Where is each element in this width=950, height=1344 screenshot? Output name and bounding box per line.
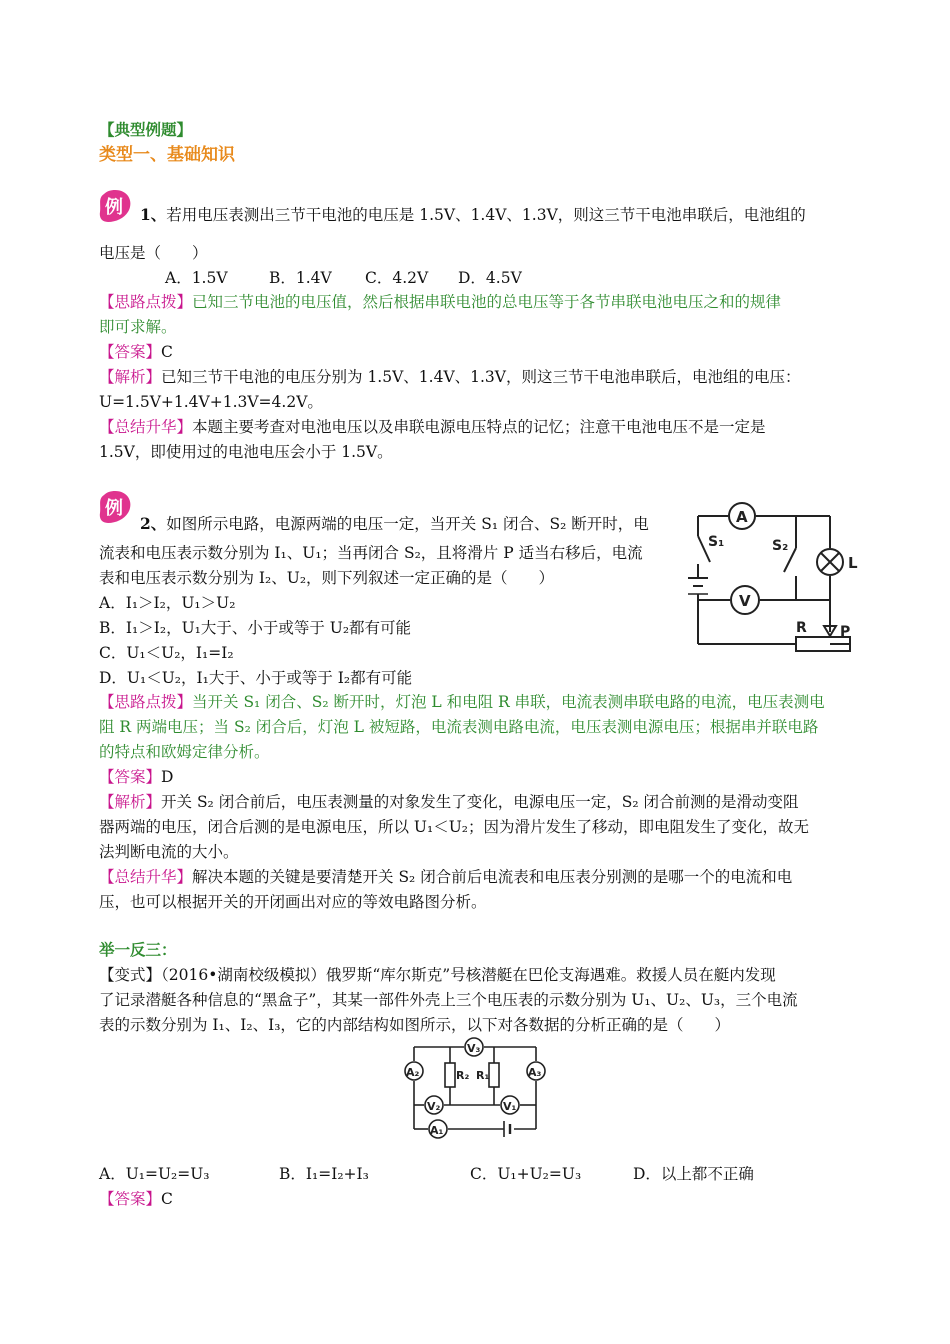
ex1-option-a[interactable]: A．1.5V (165, 269, 228, 287)
variant-option-a[interactable]: A．U₁=U₂=U₃ (99, 1165, 210, 1183)
switch2-label: S₂ (772, 538, 789, 554)
v3-label: V₃ (467, 1042, 481, 1055)
ex1-hint-label: 【思路点拨】 (99, 293, 193, 311)
ex1-stem-line2: 电压是（ ） (99, 244, 208, 262)
badge-label: 例 (105, 197, 123, 218)
ex2-analysis-line2: 器两端的电压，闭合后测的是电源电压，所以 U₁＜U₂；因为滑片发生了移动，即电阻发生了变化，故无 (99, 818, 809, 836)
ex1-analysis-line2: U=1.5V+1.4V+1.3V=4.2V。 (99, 393, 323, 411)
ex1-answer-label: 【答案】 (99, 343, 162, 361)
a1-label: A₁ (430, 1124, 444, 1137)
variant-label: 【变式】 (99, 966, 162, 984)
variant-option-b[interactable]: B．I₁=I₂+I₃ (279, 1165, 369, 1183)
ex2-circuit-diagram (684, 500, 864, 660)
variant-line1 (99, 963, 776, 987)
ex2-hint-label: 【思路点拨】 (99, 693, 193, 711)
ex2-option-c[interactable]: C．U₁＜U₂，I₁=I₂ (99, 644, 234, 662)
example-badge-icon (96, 489, 134, 525)
ex2-option-d[interactable]: D．U₁＜U₂，I₁大于、小于或等于 I₂都有可能 (99, 669, 413, 687)
ex2-answer-value: D (161, 768, 174, 786)
lamp-label: L (848, 554, 858, 572)
ex1-analysis-line1 (99, 365, 800, 389)
ex2-hint-line3: 的特点和欧姆定律分析。 (99, 743, 270, 761)
ex2-summary-line1 (99, 865, 792, 889)
ex2-stem-text1: 如图所示电路，电源两端的电压一定，当开关 S₁ 闭合、S₂ 断开时，电 (166, 515, 649, 533)
ex2-analysis-text1: 开关 S₂ 闭合前后，电压表测量的对象发生了变化，电源电压一定，S₂ 闭合前测的是滑动变阻 (161, 793, 799, 811)
ex1-analysis-label: 【解析】 (99, 368, 162, 386)
section-header: 【典型例题】 (99, 120, 193, 139)
ex1-answer-value: C (161, 343, 173, 361)
variant-circuit-diagram (402, 1035, 550, 1143)
ex1-summary-text1: 本题主要考查对电池电压以及串联电源电压特点的记忆；注意干电池电压不是一定是 (192, 418, 766, 436)
variant-answer (99, 1187, 173, 1211)
ex1-hint-line2: 即可求解。 (99, 318, 177, 336)
variant-option-c[interactable]: C．U₁+U₂=U₃ (470, 1165, 582, 1183)
ex2-analysis-label: 【解析】 (99, 793, 162, 811)
ex1-option-c[interactable]: C．4.2V (365, 269, 429, 287)
slider-label: P (840, 624, 851, 640)
ex2-stem-line2: 流表和电压表示数分别为 I₁、U₁；当再闭合 S₂，且将滑片 P 适当右移后，电流 (99, 544, 643, 562)
r1-label: R₁ (476, 1069, 490, 1082)
ex2-summary-text1: 解决本题的关键是要清楚开关 S₂ 闭合前后电流表和电压表分别测的是哪一个的电流和电 (192, 868, 793, 886)
type-title: 类型一、基础知识 (99, 145, 235, 165)
badge-label: 例 (105, 498, 123, 519)
ex2-analysis-line3: 法判断电流的大小。 (99, 843, 239, 861)
v2-label: V₂ (427, 1100, 441, 1113)
voltmeter-label: V (739, 592, 751, 610)
ex2-stem-line1 (140, 512, 649, 536)
r2-label: R₂ (456, 1069, 470, 1082)
ex1-option-d[interactable]: D．4.5V (458, 269, 522, 287)
switch1-label: S₁ (708, 534, 725, 550)
variant-text1: （2016•湖南校级模拟）俄罗斯“库尔斯克”号核潜艇在巴伦支海遇难。救援人员在艇内发现 (161, 966, 776, 984)
ex2-answer (99, 765, 173, 789)
ex2-number: 2、 (140, 514, 167, 533)
variant-option-d[interactable]: D．以上都不正确 (633, 1165, 754, 1183)
ex2-analysis-line1 (99, 790, 798, 814)
ammeter-label: A (736, 508, 748, 526)
variant-answer-label: 【答案】 (99, 1190, 162, 1208)
ex2-hint-line1 (99, 690, 825, 714)
ex1-answer (99, 340, 173, 364)
variant-title: 举一反三： (99, 940, 177, 959)
ex1-number: 1、 (140, 205, 167, 224)
ex1-summary-line1 (99, 415, 766, 439)
a2-label: A₂ (406, 1066, 420, 1079)
variant-line3: 表的示数分别为 I₁、I₂、I₃，它的内部结构如图所示，以下对各数据的分析正确的是（ ） (99, 1016, 730, 1034)
ex2-stem-line3: 表和电压表示数分别为 I₂、U₂，则下列叙述一定正确的是（ ） (99, 569, 555, 587)
ex2-summary-line2: 压，也可以根据开关的开闭画出对应的等效电路图分析。 (99, 893, 487, 911)
ex2-option-a[interactable]: A．I₁＞I₂，U₁＞U₂ (99, 594, 236, 612)
ex1-hint-line1 (99, 290, 781, 314)
resistor-label: R (796, 620, 807, 636)
v1-label: V₁ (503, 1100, 517, 1113)
ex1-stem-text1: 若用电压表测出三节干电池的电压是 1.5V、1.4V、1.3V，则这三节干电池串联后，电池组的 (166, 206, 806, 224)
ex2-hint-line2: 阻 R 两端电压；当 S₂ 闭合后，灯泡 L 被短路，电流表测电路电流，电压表测电源电压；根据串并联电路 (99, 718, 819, 736)
variant-line2: 了记录潜艇各种信息的“黑盒子”，其某一部件外壳上三个电压表的示数分别为 U₁、U₂、U₃，三个电流 (99, 991, 798, 1009)
ex1-stem-line1 (140, 203, 806, 227)
ex1-hint-text1: 已知三节电池的电压值，然后根据串联电池的总电压等于各节串联电池电压之和的规律 (192, 293, 782, 311)
ex1-option-b[interactable]: B．1.4V (269, 269, 332, 287)
a3-label: A₃ (528, 1066, 542, 1079)
ex1-summary-line2: 1.5V，即使用过的电池电压会小于 1.5V。 (99, 443, 393, 461)
ex1-analysis-text1: 已知三节干电池的电压分别为 1.5V、1.4V、1.3V，则这三节干电池串联后，电池组的电压： (161, 368, 801, 386)
ex1-summary-label: 【总结升华】 (99, 418, 193, 436)
example-badge-icon (96, 188, 134, 224)
ex2-option-b[interactable]: B．I₁＞I₂，U₁大于、小于或等于 U₂都有可能 (99, 619, 412, 637)
ex2-answer-label: 【答案】 (99, 768, 162, 786)
variant-answer-value: C (161, 1190, 173, 1208)
ex2-summary-label: 【总结升华】 (99, 868, 193, 886)
ex2-hint-text1: 当开关 S₁ 闭合、S₂ 断开时，灯泡 L 和电阻 R 串联，电流表测串联电路的电流，电压表测电 (192, 693, 825, 711)
